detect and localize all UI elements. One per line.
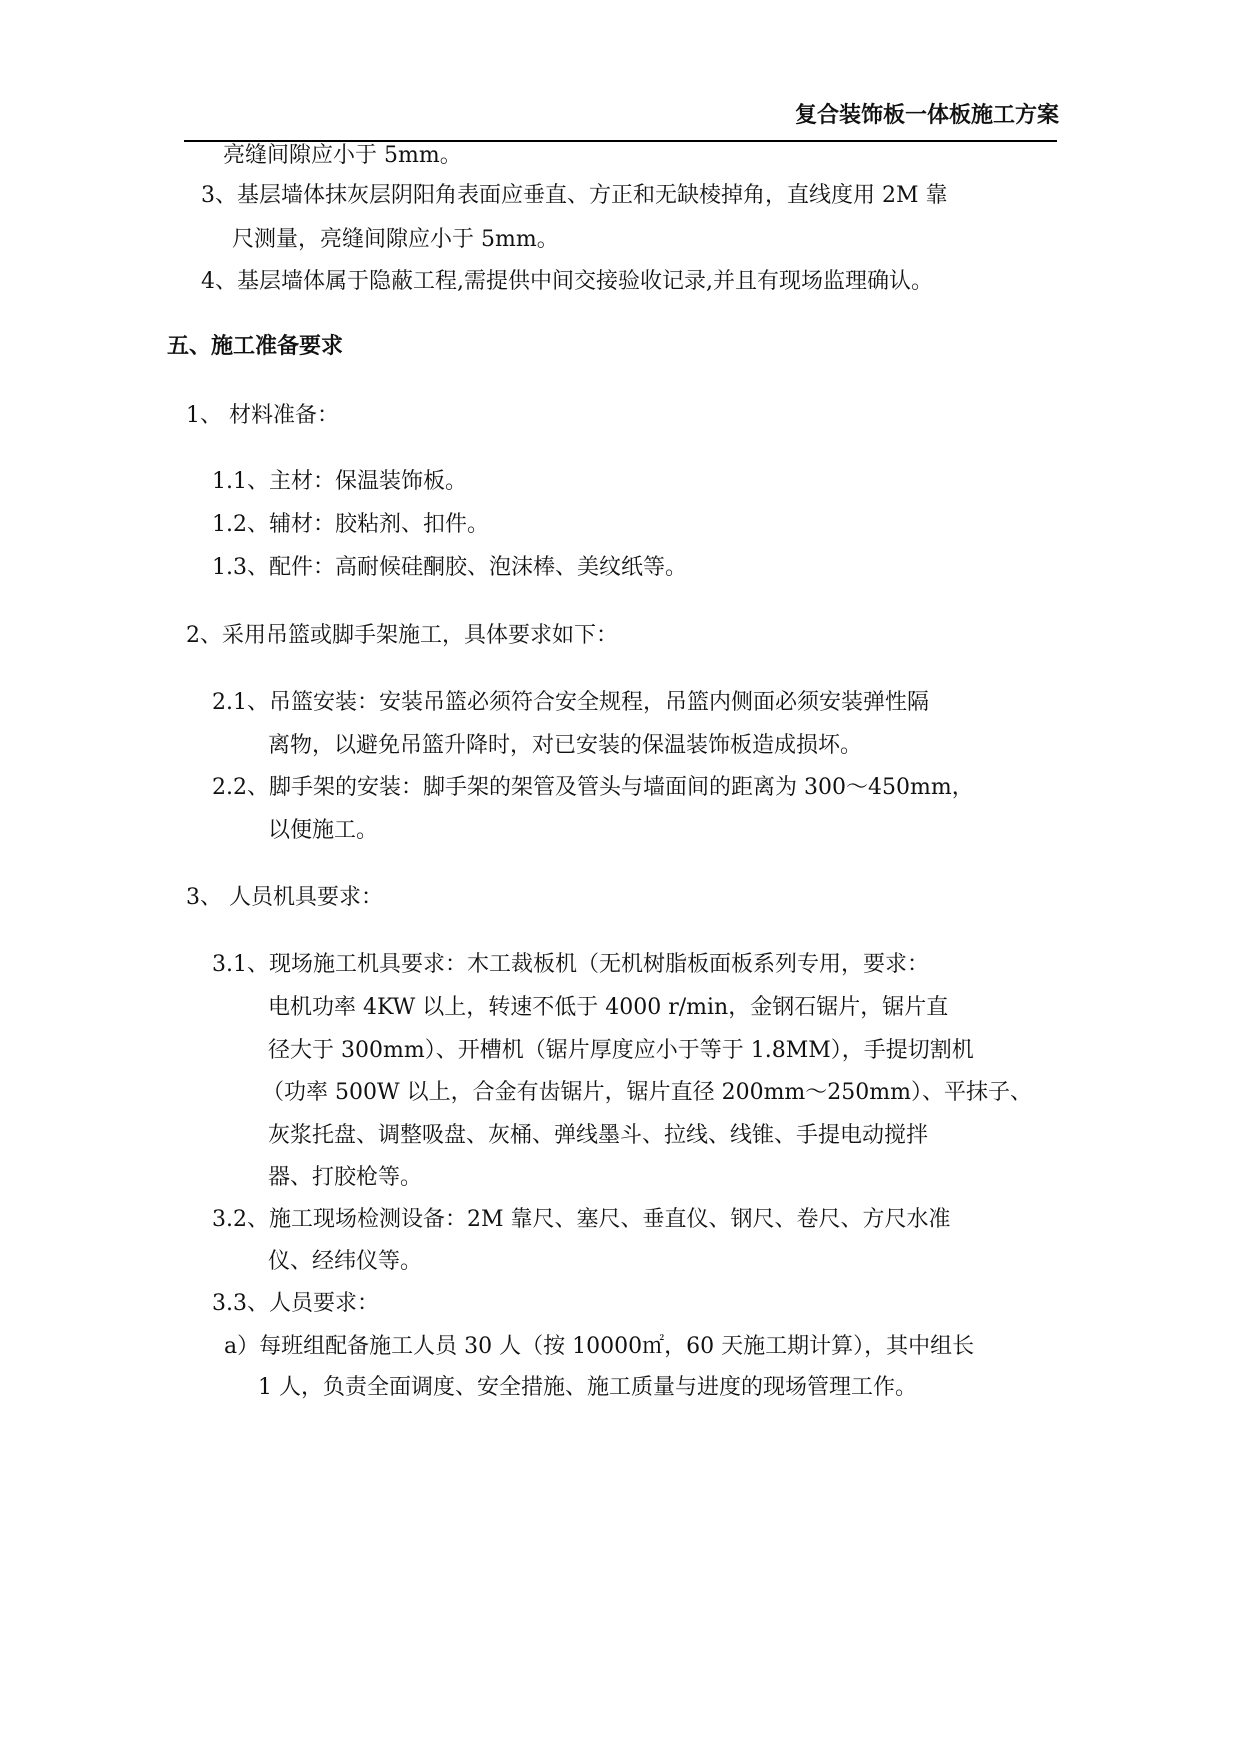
list-item: 1.3、配件：高耐候硅酮胶、泡沫棒、美纹纸等。 — [212, 555, 687, 580]
list-item-continuation: 灰浆托盘、调整吸盘、灰桶、弹线墨斗、拉线、线锥、手提电动搅拌 — [268, 1123, 929, 1148]
list-item-continuation: 径大于 300mm）、开槽机（锯片厚度应小于等于 1.8MM），手提切割机 — [268, 1038, 974, 1063]
subsection-heading: 1、 材料准备： — [186, 403, 339, 428]
list-item-continuation: 1 人，负责全面调度、安全措施、施工质量与进度的现场管理工作。 — [258, 1375, 917, 1400]
list-item-continuation: （功率 500W 以上，合金有齿锯片，锯片直径 200mm～250mm）、平抹子、 — [262, 1080, 1033, 1105]
body-line: 3、基层墙体抹灰层阴阳角表面应垂直、方正和无缺棱掉角，直线度用 2M 靠 — [201, 183, 948, 208]
list-item: 1.2、辅材：胶粘剂、扣件。 — [212, 512, 489, 537]
list-item-continuation: 以便施工。 — [268, 818, 379, 843]
list-item: 3.2、施工现场检测设备：2M 靠尺、塞尺、垂直仪、钢尺、卷尺、方尺水准 — [212, 1207, 951, 1232]
list-item-continuation: 离物，以避免吊篮升降时，对已安装的保温装饰板造成损坏。 — [268, 733, 863, 758]
subsection-heading: 3、 人员机具要求： — [186, 885, 383, 910]
body-line: 尺测量，亮缝间隙应小于 5mm。 — [232, 227, 559, 252]
subsection-heading: 2、采用吊篮或脚手架施工，具体要求如下： — [186, 623, 618, 648]
list-item: 3.1、现场施工机具要求：木工裁板机（无机树脂板面板系列专用，要求： — [212, 952, 929, 977]
list-item-continuation: 电机功率 4KW 以上，转速不低于 4000 r/min，金钢石锯片，锯片直 — [268, 995, 949, 1020]
list-item: a）每班组配备施工人员 30 人（按 10000㎡，60 天施工期计算），其中组长 — [224, 1334, 975, 1359]
list-item-continuation: 仪、经纬仪等。 — [268, 1249, 423, 1274]
list-item: 3.3、人员要求： — [212, 1291, 379, 1316]
document-header-title: 复合装饰板一体板施工方案 — [794, 103, 1059, 128]
list-item: 2.1、吊篮安装：安装吊篮必须符合安全规程，吊篮内侧面必须安装弹性隔 — [212, 690, 929, 715]
section-heading: 五、施工准备要求 — [167, 334, 344, 359]
list-item: 2.2、脚手架的安装：脚手架的架管及管头与墙面间的距离为 300～450mm， — [212, 775, 974, 800]
body-line: 4、基层墙体属于隐蔽工程,需提供中间交接验收记录,并且有现场监理确认。 — [201, 269, 933, 294]
body-line: 亮缝间隙应小于 5mm。 — [223, 143, 462, 168]
list-item-continuation: 器、打胶枪等。 — [268, 1165, 423, 1190]
list-item: 1.1、主材：保温装饰板。 — [212, 469, 467, 494]
